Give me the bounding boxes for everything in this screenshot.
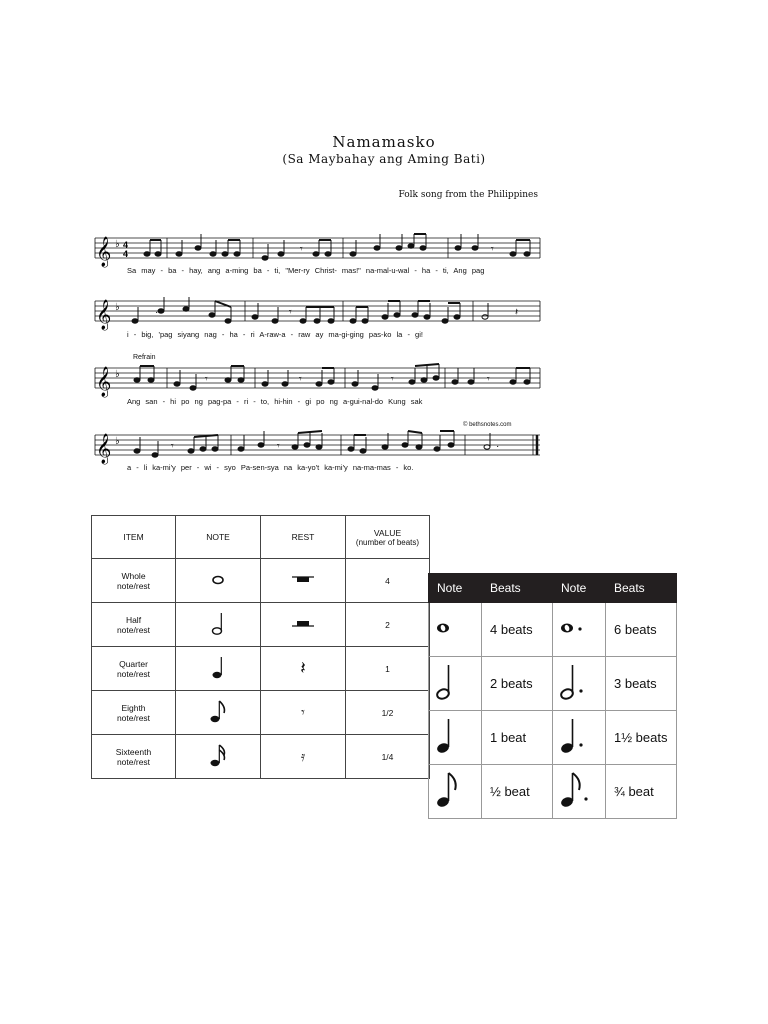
whole-note-icon xyxy=(176,559,261,603)
note-beats-table xyxy=(428,573,677,819)
table-row xyxy=(92,735,430,779)
svg-text:♭: ♭ xyxy=(115,436,120,447)
rhythm-value-table xyxy=(91,515,430,779)
svg-text:♭: ♭ xyxy=(115,239,120,250)
beats-value: 3 beats xyxy=(606,657,677,711)
svg-text:𝄞: 𝄞 xyxy=(96,367,112,397)
refrain-label: Refrain xyxy=(133,354,156,361)
svg-text:♭: ♭ xyxy=(115,302,120,313)
svg-text:𝄞: 𝄞 xyxy=(96,434,112,464)
item-cell: Whole note/rest xyxy=(92,559,176,603)
half-rest-icon xyxy=(261,603,346,647)
header-item: ITEM xyxy=(92,516,176,559)
beats-value: 1 beat xyxy=(482,711,553,765)
header-note: NOTE xyxy=(176,516,261,559)
value-cell: 1 xyxy=(346,647,430,691)
svg-text:𝄾: 𝄾 xyxy=(171,441,174,452)
table-row xyxy=(429,657,677,711)
copyright-credit: © bethsnotes.com xyxy=(463,422,512,428)
svg-text:4: 4 xyxy=(123,249,129,259)
lyrics-line-1: Sa may - ba - hay, ang a-ming ba - ti, "Mer-ry Christ- mas!" na-mal-u-wal - ha - ti, Ang pag xyxy=(127,266,485,275)
quarter-note-icon xyxy=(176,647,261,691)
music-staff-2 xyxy=(95,293,540,333)
beats-value: ½ beat xyxy=(482,765,553,819)
svg-text:𝄾: 𝄾 xyxy=(299,374,302,385)
beats-value: 2 beats xyxy=(482,657,553,711)
staff-notation xyxy=(95,293,540,333)
staff-notation xyxy=(95,360,540,400)
half-note-icon xyxy=(429,657,482,711)
half-note-icon xyxy=(176,603,261,647)
table-row xyxy=(92,559,430,603)
music-staff-3 xyxy=(95,360,540,400)
svg-text:𝄾: 𝄾 xyxy=(300,244,303,255)
item-cell: Half note/rest xyxy=(92,603,176,647)
item-cell: Eighth note/rest xyxy=(92,691,176,735)
svg-text:𝄾: 𝄾 xyxy=(289,307,292,318)
quarter-note-icon xyxy=(429,711,482,765)
whole-note-icon xyxy=(429,603,482,657)
table-row xyxy=(429,765,677,819)
staff-notation xyxy=(95,230,540,270)
value-cell: 1/4 xyxy=(346,735,430,779)
staff-notation xyxy=(95,427,540,467)
beats-value: ¾ beat xyxy=(606,765,677,819)
dotted-whole-note-icon xyxy=(553,603,606,657)
eighth-rest-icon: 𝄾 xyxy=(261,691,346,735)
svg-text:𝄾: 𝄾 xyxy=(491,244,494,255)
svg-text:·: · xyxy=(155,307,159,318)
table-row xyxy=(92,691,430,735)
value-cell: 2 xyxy=(346,603,430,647)
header-note: Note xyxy=(553,574,606,603)
song-title: Namamasko xyxy=(332,133,436,151)
svg-text:𝄽: 𝄽 xyxy=(515,307,519,318)
song-origin: Folk song from the Philippines xyxy=(398,190,538,200)
beats-value: 1½ beats xyxy=(606,711,677,765)
header-rest: REST xyxy=(261,516,346,559)
header-beats: Beats xyxy=(482,574,553,603)
svg-text:♭: ♭ xyxy=(115,369,120,380)
header-value xyxy=(346,516,430,559)
music-staff-4 xyxy=(95,427,540,467)
eighth-note-icon xyxy=(429,765,482,819)
header-beats: Beats xyxy=(606,574,677,603)
dotted-eighth-note-icon xyxy=(553,765,606,819)
music-staff-1 xyxy=(95,230,540,270)
svg-text:𝄾: 𝄾 xyxy=(205,374,208,385)
header-value-label: VALUE xyxy=(373,527,402,538)
lyrics-line-4: a - li ka-mi'y per - wi - syo Pa-sen-sya na ka-yo't ka-mi'y na-ma-mas - ko. xyxy=(127,463,414,472)
beats-value: 6 beats xyxy=(606,603,677,657)
dotted-quarter-note-icon xyxy=(553,711,606,765)
svg-text:𝄾: 𝄾 xyxy=(277,441,280,452)
table-row xyxy=(429,603,677,657)
value-cell: 1/2 xyxy=(346,691,430,735)
lyrics-line-3: Ang san - hi po ng pag-pa - ri - to, hi-hin - gi po ng a-gui-nal-do Kung sak xyxy=(127,397,423,406)
whole-rest-icon xyxy=(261,559,346,603)
dotted-half-note-icon xyxy=(553,657,606,711)
eighth-note-icon xyxy=(176,691,261,735)
table-header-row xyxy=(92,516,430,559)
item-cell: Quarter note/rest xyxy=(92,647,176,691)
lyrics-line-2: i - big, 'pag siyang nag - ha - ri A-raw-a - raw ay ma-gi-ging pas-ko la - gi! xyxy=(127,330,423,339)
table-header-row xyxy=(429,574,677,603)
svg-text:4: 4 xyxy=(123,240,129,250)
svg-text:𝄾: 𝄾 xyxy=(391,374,394,385)
table-row xyxy=(92,647,430,691)
svg-text:𝄾: 𝄾 xyxy=(487,374,490,385)
beats-value: 4 beats xyxy=(482,603,553,657)
table-row xyxy=(92,603,430,647)
sixteenth-note-icon xyxy=(176,735,261,779)
value-cell: 4 xyxy=(346,559,430,603)
header-note: Note xyxy=(429,574,482,603)
item-cell: Sixteenth note/rest xyxy=(92,735,176,779)
svg-text:𝄞: 𝄞 xyxy=(96,237,112,267)
sixteenth-rest-icon: 𝄿 xyxy=(261,735,346,779)
svg-text:𝄞: 𝄞 xyxy=(96,300,112,330)
song-subtitle: (Sa Maybahay ang Aming Bati) xyxy=(282,152,486,166)
header-value-sub: (number of beats) xyxy=(355,537,420,547)
quarter-rest-icon: 𝄽 xyxy=(261,647,346,691)
table-row xyxy=(429,711,677,765)
svg-text:·: · xyxy=(496,441,500,452)
